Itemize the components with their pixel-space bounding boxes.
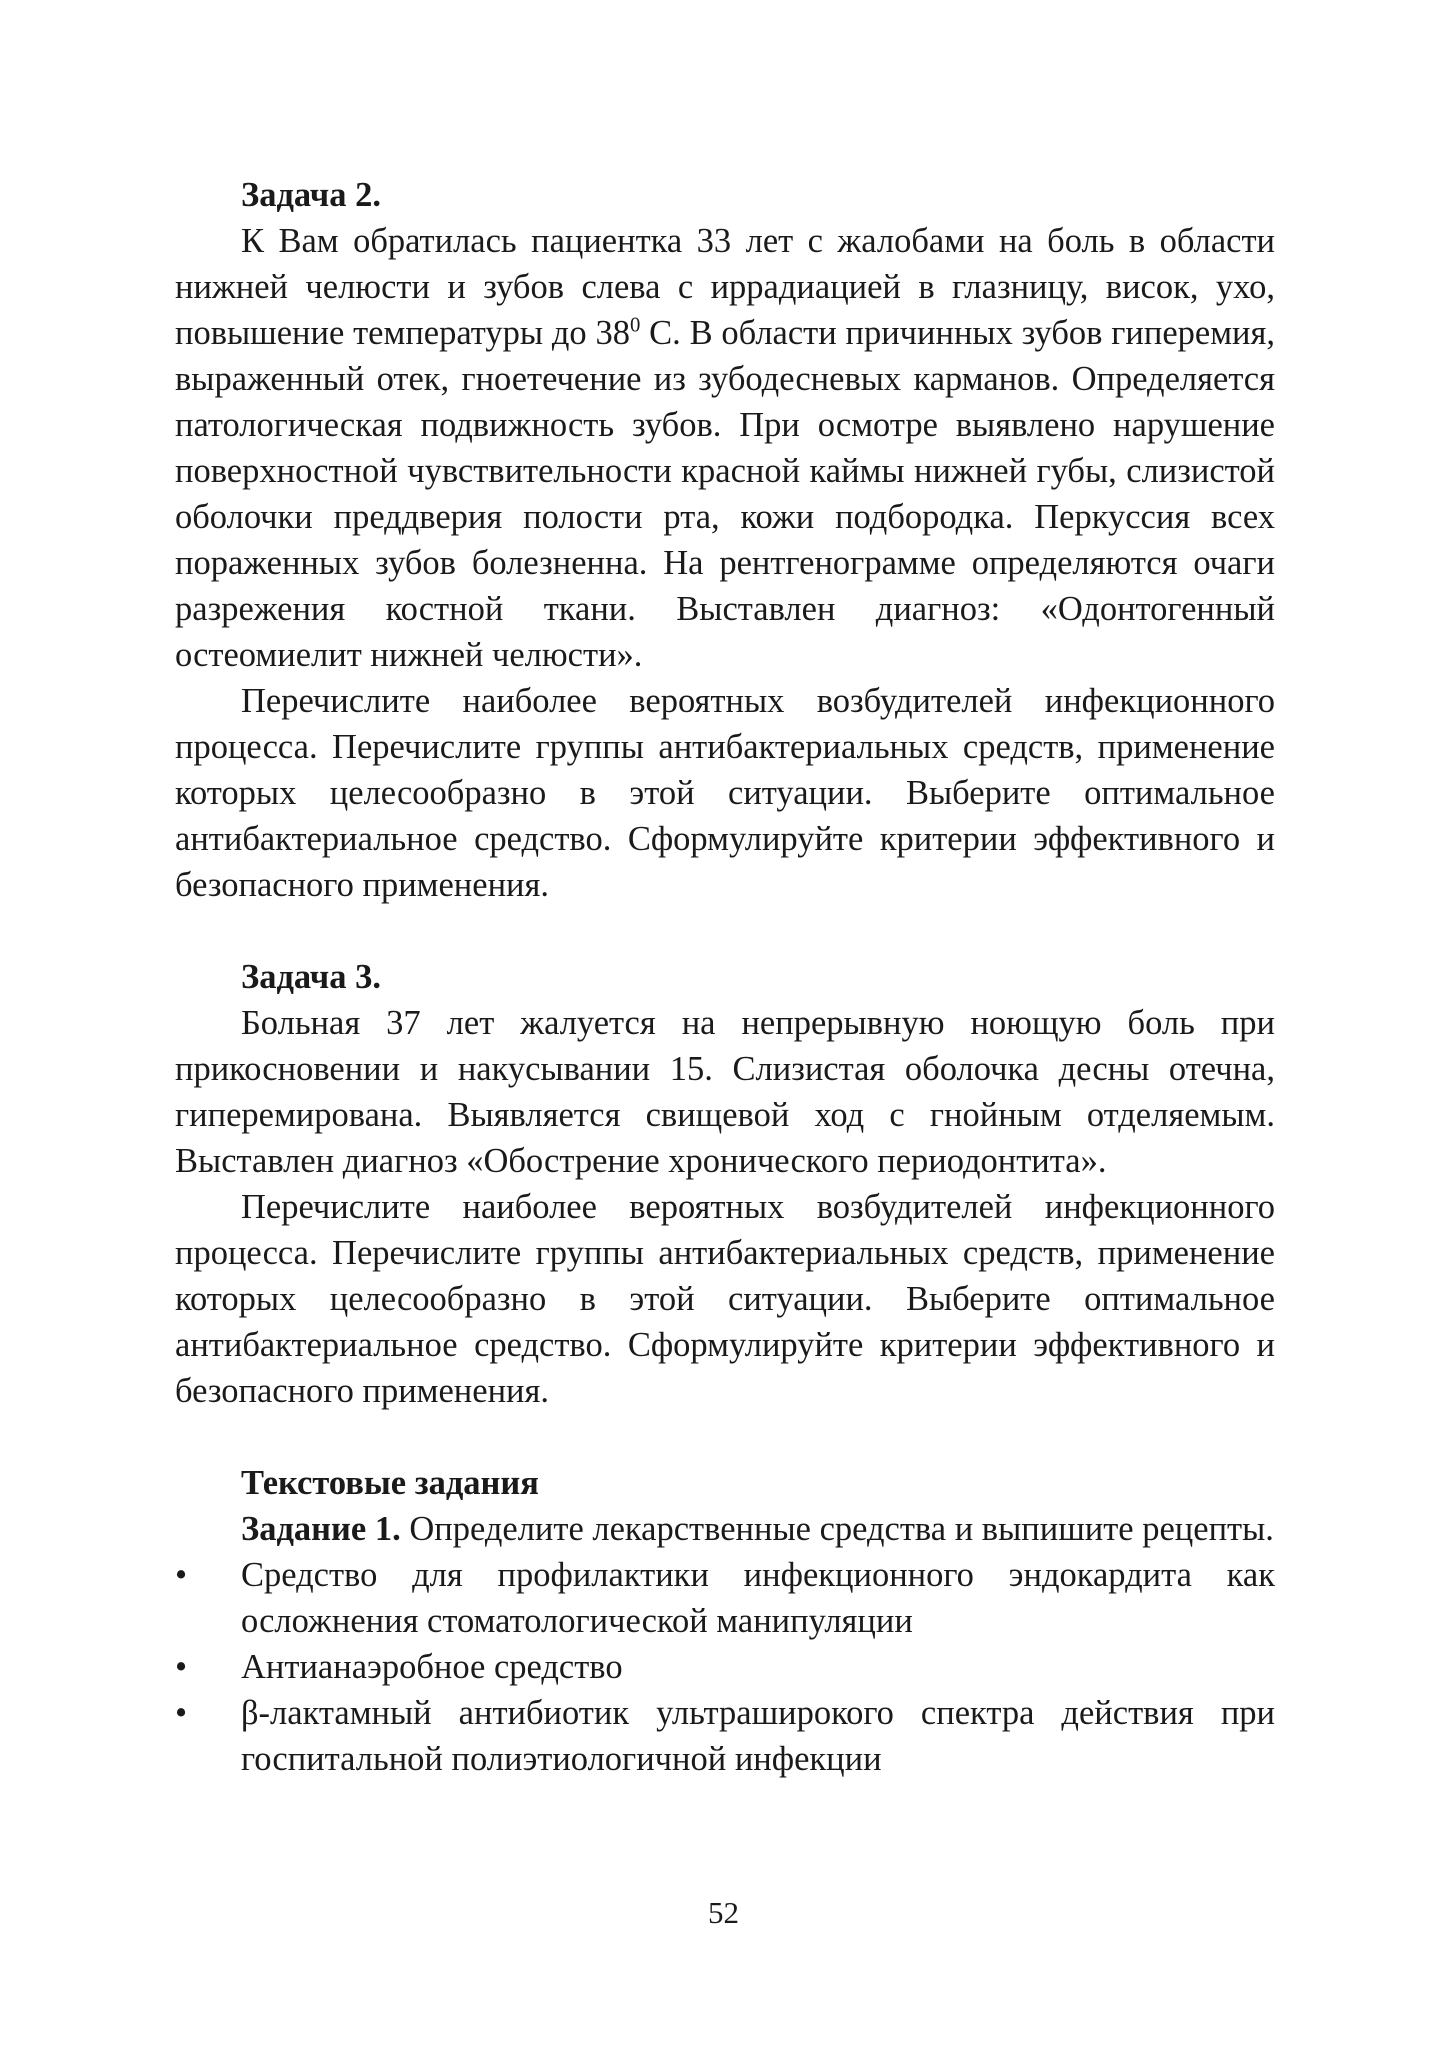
list-item-text: β-лактамный антибиотик ультраширокого спектра действия при госпитальной полиэтиологичной инфекции <box>241 1694 1275 1778</box>
bullet-icon: • <box>175 1556 188 1594</box>
bullet-icon: • <box>175 1694 188 1732</box>
list-item <box>175 1690 1275 1782</box>
task3-question: Перечислите наиболее вероятных возбудителей инфекционного процесса. Перечислите группы антибактериальных средств, применение которых целесообразно в этой ситуации. Выберите оптимальное антибактериальное средство. Сформулируйте критерии эффективного и безопасного применения. <box>175 1188 1275 1410</box>
degree-superscript: 0 <box>629 314 641 337</box>
list-item-text: Антианаэробное средство <box>241 1648 623 1686</box>
list-item-text: Средство для профилактики инфекционного эндокардита как осложнения стоматологической манипуляции <box>241 1556 1275 1640</box>
task2-case-part1: К Вам обратилась пациентка 33 лет с жалобами на боль в области нижней челюсти и зубов слева с иррадиацией в глазницу, висок, ухо, повышение температуры до 38 <box>175 222 1275 352</box>
text-task1 <box>175 1506 1275 1552</box>
list-item <box>175 1644 1275 1690</box>
text-task1-text: Определите лекарственные средства и выпишите рецепты. <box>400 1510 1274 1548</box>
task2-case-part2: С. В области причинных зубов гиперемия, выраженный отек, гноетечение из зубодесневых карманов. Определяется патологическая подвижность зубов. При осмотре выявлено нарушение поверхностной чувствительности красной каймы нижней губы, слизистой оболочки преддверия полости рта, кожи подбородка. Перкуссия всех пораженных зубов болезненна. На рентгенограмме определяются очаги разрежения костной ткани. Выставлен диагноз: «Одонтогенный остеомиелит нижней челюсти». <box>175 314 1275 674</box>
drug-list <box>175 1552 1275 1782</box>
bullet-icon: • <box>175 1648 188 1686</box>
page-content <box>175 172 1275 1782</box>
task2-question: Перечислите наиболее вероятных возбудителей инфекционного процесса. Перечислите группы антибактериальных средств, применение которых целесообразно в этой ситуации. Выберите оптимальное антибактериальное средство. Сформулируйте критерии эффективного и безопасного применения. <box>175 682 1275 904</box>
task3-heading: Задача 3. <box>241 958 381 996</box>
task2-case <box>175 218 1275 678</box>
list-item <box>175 1552 1275 1644</box>
task2-heading: Задача 2. <box>241 176 381 214</box>
page-number: 52 <box>708 1895 739 1930</box>
task3-case: Больная 37 лет жалуется на непрерывную ноющую боль при прикосновении и накусывании 15. Слизистая оболочка десны отечна, гиперемирована. Выявляется свищевой ход с гнойным отделяемым. Выставлен диагноз «Обострение хронического периодонтита». <box>175 1004 1275 1180</box>
text-tasks-heading: Текстовые задания <box>241 1464 539 1502</box>
text-task1-label: Задание 1. <box>241 1510 401 1548</box>
